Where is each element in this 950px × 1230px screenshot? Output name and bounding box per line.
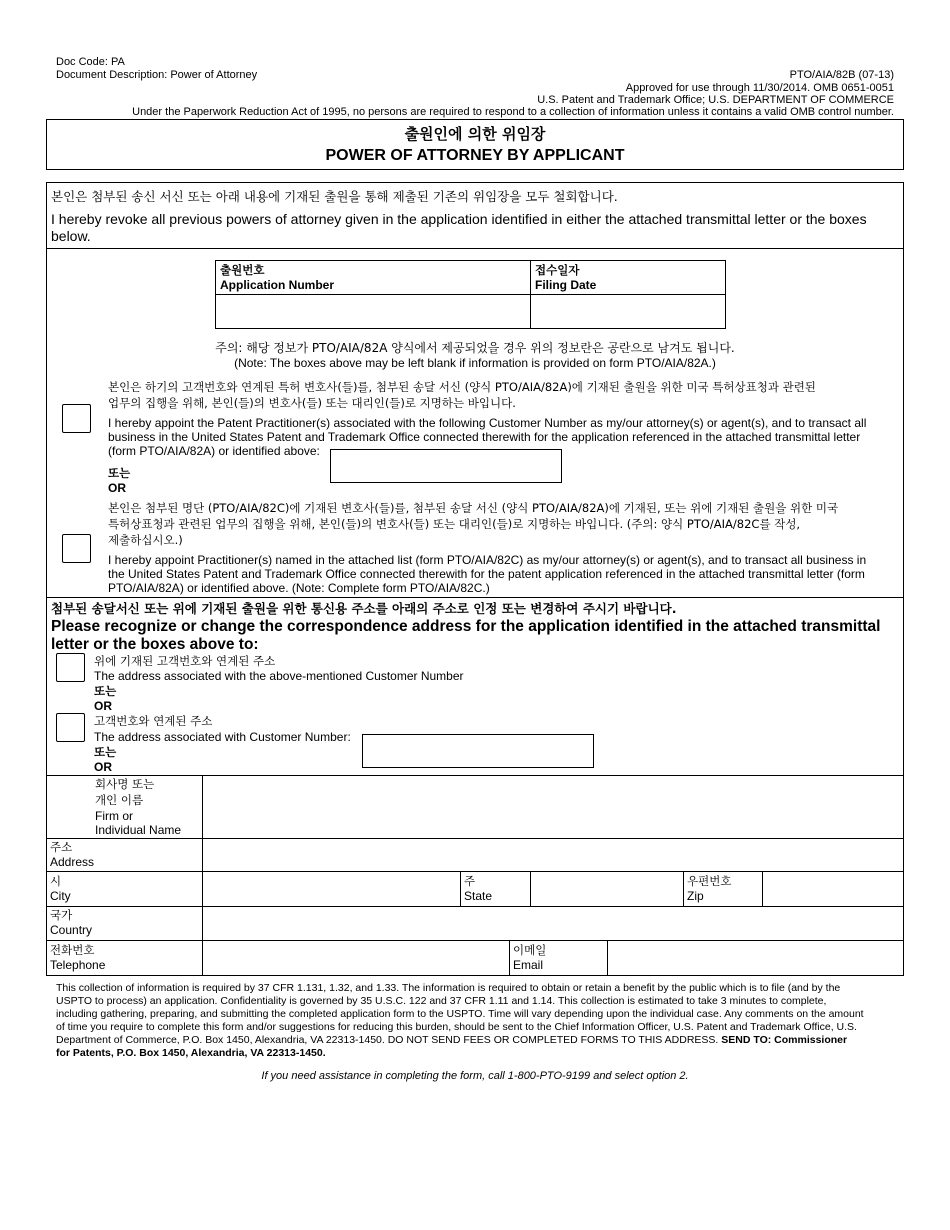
filing-date-label: Filing Date [535, 278, 597, 292]
state-label: State [464, 889, 493, 903]
country-label-ko: 국가 [50, 908, 73, 922]
divider [607, 940, 608, 975]
appoint-customer-english-1: I hereby appoint the Patent Practitioner(s) associated with the following Customer Number as my/our attorney(s) or agent(s), and to transact all [108, 416, 867, 430]
divider [46, 871, 904, 872]
appoint-customer-english-2: business in the United States Patent and Trademark Office connected therewith for the application referenced in the attached transmittal letter [108, 430, 861, 444]
option2-korean: 고객번호와 연계된 주소 [94, 714, 213, 728]
firm-label-2: Individual Name [95, 823, 182, 837]
or-label-ko: 또는 [108, 466, 131, 480]
burden-line-4: of time you require to complete this form and/or suggestions for reducing this burden, should be sent to the Chief Information Officer, U.S. Patent and Trademark Office, U.S. [56, 1021, 857, 1033]
customer-number-input[interactable] [330, 449, 562, 483]
correspondence-heading-ko: 첨부된 송달서신 또는 위에 기재된 출원을 위한 통신용 주소를 아래의 주소로 인정 또는 변경하여 주시기 바랍니다. [51, 601, 677, 616]
app-number-label-ko: 출원번호 [220, 263, 265, 277]
address-input[interactable] [204, 840, 902, 870]
filing-date-label-ko: 접수일자 [535, 263, 580, 277]
city-input[interactable] [204, 873, 459, 905]
divider [46, 775, 904, 776]
appoint-list-english-1: I hereby appoint Practitioner(s) named in the attached list (form PTO/AIA/82C) as my/our attorney(s) or agent(s), and to transact all business in [108, 553, 867, 567]
zip-label-ko: 우편번호 [687, 874, 732, 888]
appoint-practitioner-list-checkbox[interactable] [62, 534, 91, 563]
address-label: Address [50, 855, 95, 869]
title-box [46, 119, 904, 170]
or-label-ko: 또는 [94, 745, 117, 759]
appoint-customer-korean-2: 업무의 집행을 위해, 본인(들)의 변호사(들) 또는 대리인(들)로 지명하는 바입니다. [108, 396, 516, 410]
city-label: City [50, 889, 71, 903]
divider [460, 871, 461, 906]
or-label-ko: 또는 [94, 684, 117, 698]
revoke-english: I hereby revoke all previous powers of attorney given in the application identified in either the attached transmittal letter or the boxes below. [51, 211, 867, 244]
telephone-input[interactable] [204, 942, 508, 974]
or-label: OR [94, 760, 112, 774]
divider [46, 906, 904, 907]
option2-english: The address associated with Customer Number: [94, 730, 351, 744]
correspondence-heading-2: letter or the boxes above to: [51, 636, 259, 653]
correspondence-heading-1: Please recognize or change the correspondence address for the application identified in the attached transmittal [51, 618, 881, 635]
doc-code: Doc Code: PA [56, 56, 125, 68]
form-number: PTO/AIA/82B (07-13) [789, 69, 894, 81]
zip-label: Zip [687, 889, 704, 903]
country-label: Country [50, 923, 93, 937]
divider [46, 940, 904, 941]
divider [46, 838, 904, 839]
or-label: OR [108, 481, 126, 495]
divider [762, 871, 763, 906]
option1-korean: 위에 기재된 고객번호와 연계된 주소 [94, 654, 276, 668]
firm-label-ko-2: 개인 이름 [95, 793, 144, 807]
option1-english: The address associated with the above-mentioned Customer Number [94, 669, 464, 683]
filing-date-input[interactable] [532, 296, 725, 328]
app-number-label: Application Number [220, 278, 335, 292]
assistance-text: If you need assistance in completing the form, call 1-800-PTO-9199 and select option 2. [261, 1070, 689, 1082]
note-korean: 주의: 해당 정보가 PTO/AIA/82A 양식에서 제공되었을 경우 위의 정보란은 공란으로 남겨도 됩니다. [215, 341, 735, 355]
divider [202, 775, 203, 975]
appoint-list-english-2: the United States Patent and Trademark Office connected therewith for the patent application referenced in the attached transmittal letter (form [108, 567, 865, 581]
country-input[interactable] [204, 908, 902, 939]
email-label: Email [513, 958, 544, 972]
burden-line-2: USPTO to process) an application. Confidentiality is governed by 35 U.S.C. 122 and 37 CFR 1.11 and 1.14. This collection is estimated to take 3 minutes to complete, [56, 995, 827, 1007]
appoint-list-english-3: PTO/AIA/82A) or identified above. (Note: Complete form PTO/AIA/82C.) [108, 581, 490, 595]
appoint-list-korean-3: 제출하십시오.) [108, 533, 183, 547]
revoke-korean: 본인은 첨부된 송신 서신 또는 아래 내용에 기재된 출원을 통해 제출된 기존의 위임장을 모두 철회합니다. [51, 189, 618, 204]
firm-label-1: Firm or [95, 809, 133, 823]
telephone-label-ko: 전화번호 [50, 943, 95, 957]
appoint-customer-korean-1: 본인은 하기의 고객번호와 연계된 특허 변호사(들)를, 첨부된 송달 서신 (양식 PTO/AIA/82A)에 기재된 출원을 위한 미국 특허상표청과 관련된 [108, 380, 816, 394]
title-korean: 출원인에 의한 위임장 [404, 125, 546, 143]
paperwork-notice: Under the Paperwork Reduction Act of 1995, no persons are required to respond to a collection of information unless it contains a valid OMB control number. [132, 106, 894, 118]
agency-line: U.S. Patent and Trademark Office; U.S. DEPARTMENT OF COMMERCE [537, 94, 894, 106]
state-label-ko: 주 [464, 874, 476, 888]
telephone-label: Telephone [50, 958, 106, 972]
email-label-ko: 이메일 [513, 943, 547, 957]
burden-line-6: for Patents, P.O. Box 1450, Alexandria, VA 22313-1450. [56, 1047, 326, 1059]
divider [683, 871, 684, 906]
divider [509, 940, 510, 975]
divider [215, 294, 726, 295]
divider [530, 871, 531, 906]
omb-approval: Approved for use through 11/30/2014. OMB 0651-0051 [625, 82, 894, 94]
city-label-ko: 시 [50, 874, 62, 888]
burden-line-5a: Department of Commerce, P.O. Box 1450, Alexandria, VA 22313-1450. DO NOT SEND FEES OR COMPLETED FORMS TO THIS ADDRESS. [56, 1034, 719, 1046]
application-number-input[interactable] [217, 296, 529, 328]
above-customer-address-checkbox[interactable] [56, 653, 85, 682]
appoint-customer-number-checkbox[interactable] [62, 404, 91, 433]
note-english: (Note: The boxes above may be left blank if information is provided on form PTO/AIA/82A.) [234, 356, 716, 370]
customer-number-address-checkbox[interactable] [56, 713, 85, 742]
burden-line-5b: SEND TO: Commissioner [721, 1034, 848, 1046]
email-input[interactable] [609, 942, 902, 974]
address-label-ko: 주소 [50, 840, 73, 854]
appoint-list-korean-1: 본인은 첨부된 명단 (PTO/AIA/82C)에 기재된 변호사(들)를, 첨부된 송달 서신 (양식 PTO/AIA/82A)에 기재된, 또는 위에 기재된 출원을 위한 미국 [108, 501, 839, 515]
divider [46, 248, 904, 249]
appoint-customer-english-3: (form PTO/AIA/82A) or identified above: [108, 444, 320, 458]
correspondence-customer-number-input[interactable] [362, 734, 594, 768]
state-input[interactable] [532, 873, 682, 905]
divider [46, 597, 904, 598]
firm-label-ko-1: 회사명 또는 [95, 777, 155, 791]
firm-name-input[interactable] [204, 777, 902, 837]
zip-input[interactable] [764, 873, 902, 905]
doc-description: Document Description: Power of Attorney [56, 69, 258, 81]
burden-line-3: including gathering, preparing, and submitting the completed application form to the USPTO. Time will vary depending upon the individual case. Any comments on the amount [56, 1008, 864, 1020]
burden-line-5 [56, 1034, 847, 1047]
appoint-list-korean-2: 특허상표청과 관련된 업무의 집행을 위해, 본인(들)의 변호사(들) 또는 대리인(들)로 지명하는 바입니다. (주의: 양식 PTO/AIA/82C를 작성, [108, 517, 801, 531]
page-title: POWER OF ATTORNEY BY APPLICANT [325, 147, 625, 164]
or-label: OR [94, 699, 112, 713]
burden-line-1: This collection of information is required by 37 CFR 1.131, 1.32, and 1.33. The information is required to obtain or retain a benefit by the public which is to file (and by the [56, 982, 841, 994]
